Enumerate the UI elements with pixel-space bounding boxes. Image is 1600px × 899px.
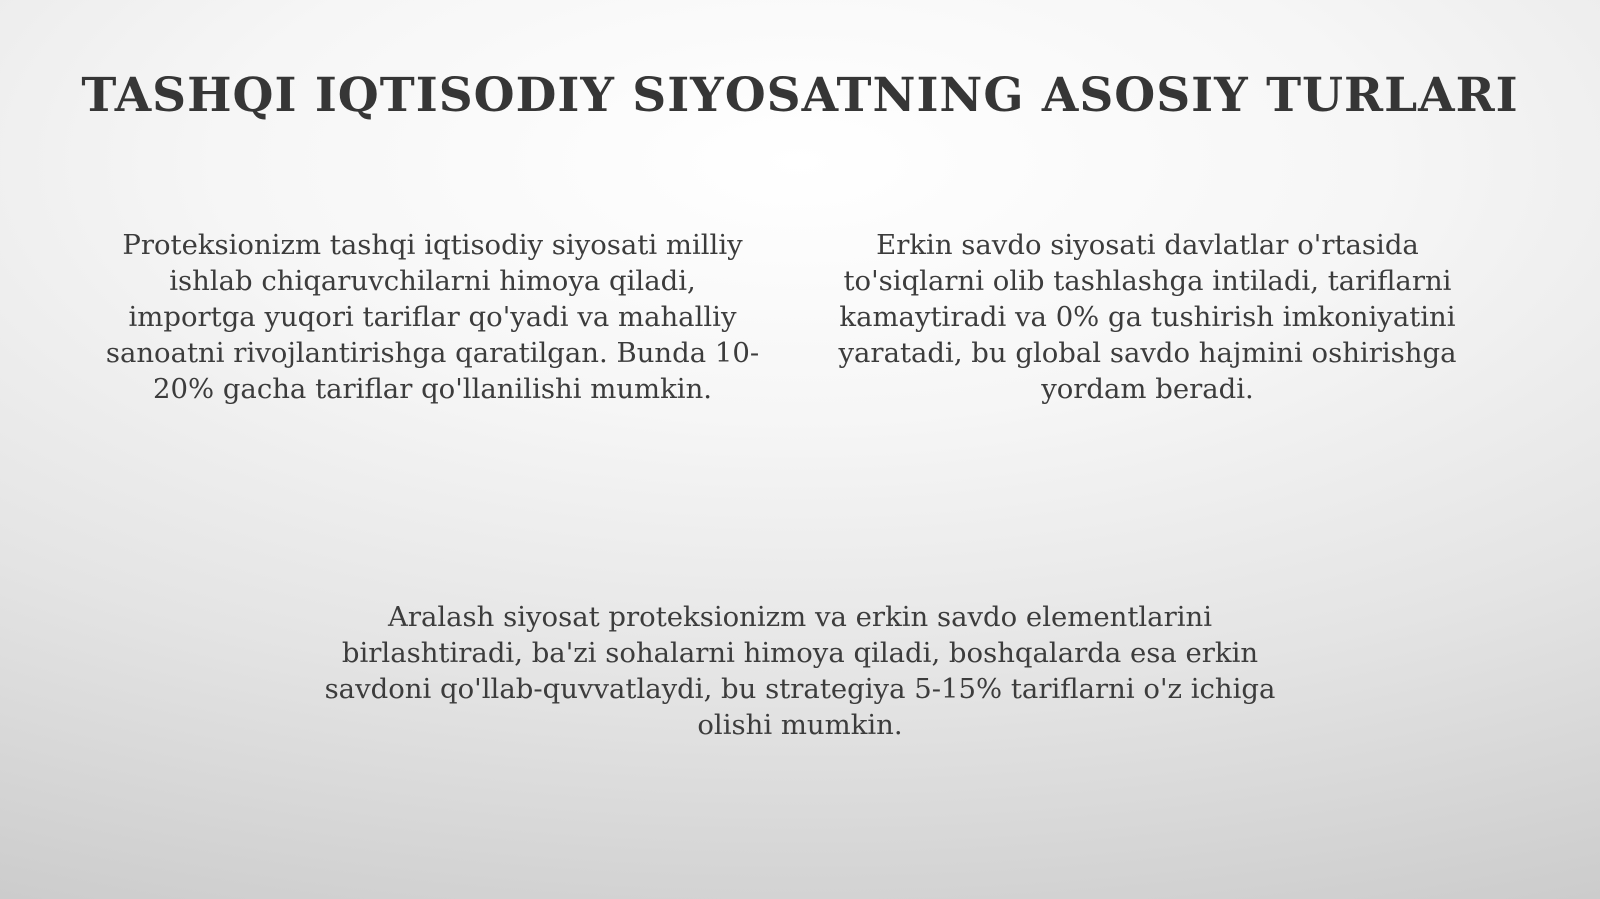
free-trade-text: Erkin savdo siyosati davlatlar o'rtasida to'siqlarni olib tashlashga intiladi, tariflarni kamaytiradi va 0% ga tushirish imkoniyatini yaratadi, bu global savdo hajmini oshirishga yordam beradi.	[838, 229, 1457, 405]
protectionism-text: Proteksionizm tashqi iqtisodiy siyosati milliy ishlab chiqaruvchilarni himoya qiladi, importga yuqori tariflar qo'yadi va mahalliy sanoatni rivojlantirishga qaratilgan. Bunda 10-20% gacha tariflar qo'llanilishi mumkin.	[105, 229, 760, 405]
mixed-policy-text: Aralash siyosat proteksionizm va erkin savdo elementlarini birlashtiradi, ba'zi sohalarni himoya qiladi, boshqalarda esa erkin savdoni qo'llab-quvvatlaydi, bu strategiya 5-15% tariflarni o'z ichiga olishi mumkin.	[324, 601, 1276, 741]
slide-title: TASHQI IQTISODIY SIYOSATNING ASOSIY TURLARI	[81, 68, 1519, 123]
